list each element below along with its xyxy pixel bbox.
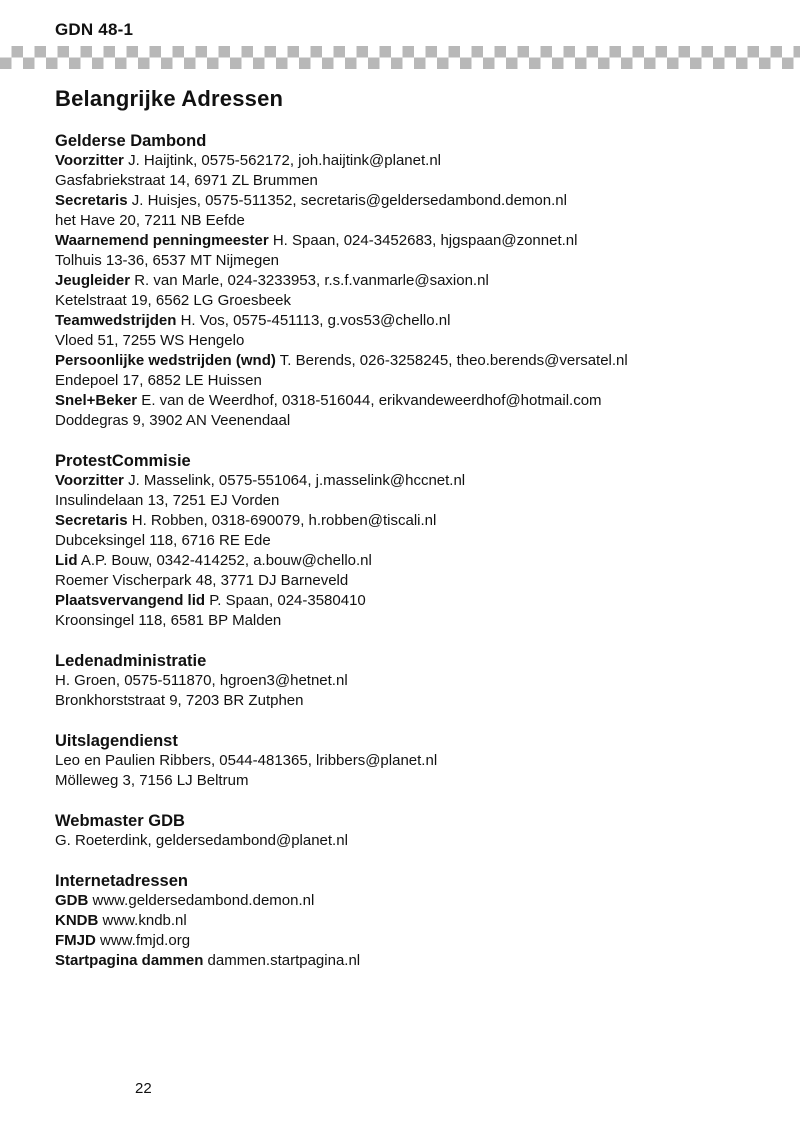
address-line — [55, 231, 740, 251]
address-line — [55, 471, 740, 491]
line-text: Tolhuis 13-36, 6537 MT Nijmegen — [55, 252, 280, 269]
sections-container — [55, 131, 740, 971]
address-line — [55, 491, 740, 511]
section-heading: Gelderse Dambond — [55, 132, 207, 150]
line-text: www.fmjd.org — [95, 932, 191, 949]
line-text: dammen.startpagina.nl — [203, 952, 361, 969]
role-label: Jeugleider — [55, 272, 131, 289]
line-text: J. Huisjes, 0575-511352, secretaris@geldersedambond.demon.nl — [127, 192, 567, 209]
line-text: www.geldersedambond.demon.nl — [88, 892, 315, 909]
line-text: Gasfabriekstraat 14, 6971 ZL Brummen — [55, 172, 318, 189]
address-line — [55, 511, 740, 531]
address-line — [55, 671, 740, 691]
role-label: Waarnemend penningmeester — [55, 232, 269, 249]
line-text: het Have 20, 7211 NB Eefde — [55, 212, 245, 229]
address-line — [55, 551, 740, 571]
role-label: KNDB — [55, 912, 99, 929]
section-heading: Uitslagendienst — [55, 732, 178, 750]
address-line — [55, 331, 740, 351]
line-text: H. Robben, 0318-690079, h.robben@tiscali.nl — [127, 512, 437, 529]
address-line — [55, 311, 740, 331]
line-text: Ketelstraat 19, 6562 LG Groesbeek — [55, 292, 291, 309]
line-text: G. Roeterdink, geldersedambond@planet.nl — [55, 832, 348, 849]
role-label: Snel+Beker — [55, 392, 138, 409]
line-text: T. Berends, 026-3258245, theo.berends@versatel.nl — [275, 352, 628, 369]
address-line — [55, 951, 740, 971]
address-line — [55, 611, 740, 631]
role-label: Voorzitter — [55, 152, 124, 169]
address-section — [55, 871, 740, 971]
address-line — [55, 931, 740, 951]
address-line — [55, 891, 740, 911]
line-text: P. Spaan, 024-3580410 — [205, 592, 366, 609]
line-text: Mölleweg 3, 7156 LJ Beltrum — [55, 772, 249, 789]
role-label: Teamwedstrijden — [55, 312, 177, 329]
page-title: Belangrijke Adressen — [55, 86, 284, 111]
line-text: Bronkhorststraat 9, 7203 BR Zutphen — [55, 692, 304, 709]
line-text: www.kndb.nl — [98, 912, 187, 929]
content-area — [0, 87, 800, 971]
address-line — [55, 271, 740, 291]
line-text: H. Spaan, 024-3452683, hjgspaan@zonnet.nl — [268, 232, 578, 249]
role-label: FMJD — [55, 932, 96, 949]
line-text: Roemer Vischerpark 48, 3771 DJ Barneveld — [55, 572, 349, 589]
role-label: Plaatsvervangend lid — [55, 592, 206, 609]
address-line — [55, 251, 740, 271]
address-line — [55, 571, 740, 591]
address-line — [55, 411, 740, 431]
line-text: Leo en Paulien Ribbers, 0544-481365, lribbers@planet.nl — [55, 752, 438, 769]
section-heading: Ledenadministratie — [55, 652, 207, 670]
line-text: J. Masselink, 0575-551064, j.masselink@hccnet.nl — [123, 472, 466, 489]
address-line — [55, 151, 740, 171]
address-line — [55, 171, 740, 191]
address-line — [55, 831, 740, 851]
role-label: Voorzitter — [55, 472, 124, 489]
role-label: Secretaris — [55, 512, 128, 529]
address-line — [55, 751, 740, 771]
address-line — [55, 531, 740, 551]
line-text: Vloed 51, 7255 WS Hengelo — [55, 332, 245, 349]
address-line — [55, 211, 740, 231]
address-line — [55, 351, 740, 371]
line-text: A.P. Bouw, 0342-414252, a.bouw@chello.nl — [77, 552, 372, 569]
address-line — [55, 771, 740, 791]
line-text: Dubceksingel 118, 6716 RE Ede — [55, 532, 271, 549]
line-text: Endepoel 17, 6852 LE Huissen — [55, 372, 262, 389]
role-label: Persoonlijke wedstrijden (wnd) — [55, 352, 276, 369]
line-text: H. Groen, 0575-511870, hgroen3@hetnet.nl — [55, 672, 348, 689]
checkerboard-divider — [0, 46, 800, 69]
address-line — [55, 391, 740, 411]
issue-label: GDN 48-1 — [55, 20, 134, 39]
address-section — [55, 731, 740, 791]
address-line — [55, 191, 740, 211]
section-heading: Webmaster GDB — [55, 812, 185, 830]
line-text: Insulindelaan 13, 7251 EJ Vorden — [55, 492, 280, 509]
address-section — [55, 131, 740, 431]
line-text: H. Vos, 0575-451113, g.vos53@chello.nl — [176, 312, 451, 329]
address-line — [55, 291, 740, 311]
line-text: Kroonsingel 118, 6581 BP Malden — [55, 612, 282, 629]
address-line — [55, 911, 740, 931]
line-text: E. van de Weerdhof, 0318-516044, erikvandeweerdhof@hotmail.com — [137, 392, 602, 409]
address-line — [55, 371, 740, 391]
address-section — [55, 811, 740, 851]
address-section — [55, 451, 740, 631]
page-header — [0, 0, 800, 40]
section-heading: Internetadressen — [55, 872, 188, 890]
address-section — [55, 651, 740, 711]
page-number: 22 — [135, 1080, 152, 1097]
address-line — [55, 591, 740, 611]
role-label: Secretaris — [55, 192, 128, 209]
line-text: J. Haijtink, 0575-562172, joh.haijtink@planet.nl — [123, 152, 441, 169]
line-text: Doddegras 9, 3902 AN Veenendaal — [55, 412, 291, 429]
address-line — [55, 691, 740, 711]
role-label: Lid — [55, 552, 78, 569]
line-text: R. van Marle, 024-3233953, r.s.f.vanmarle@saxion.nl — [130, 272, 489, 289]
role-label: GDB — [55, 892, 89, 909]
role-label: Startpagina dammen — [55, 952, 204, 969]
section-heading: ProtestCommisie — [55, 452, 191, 470]
